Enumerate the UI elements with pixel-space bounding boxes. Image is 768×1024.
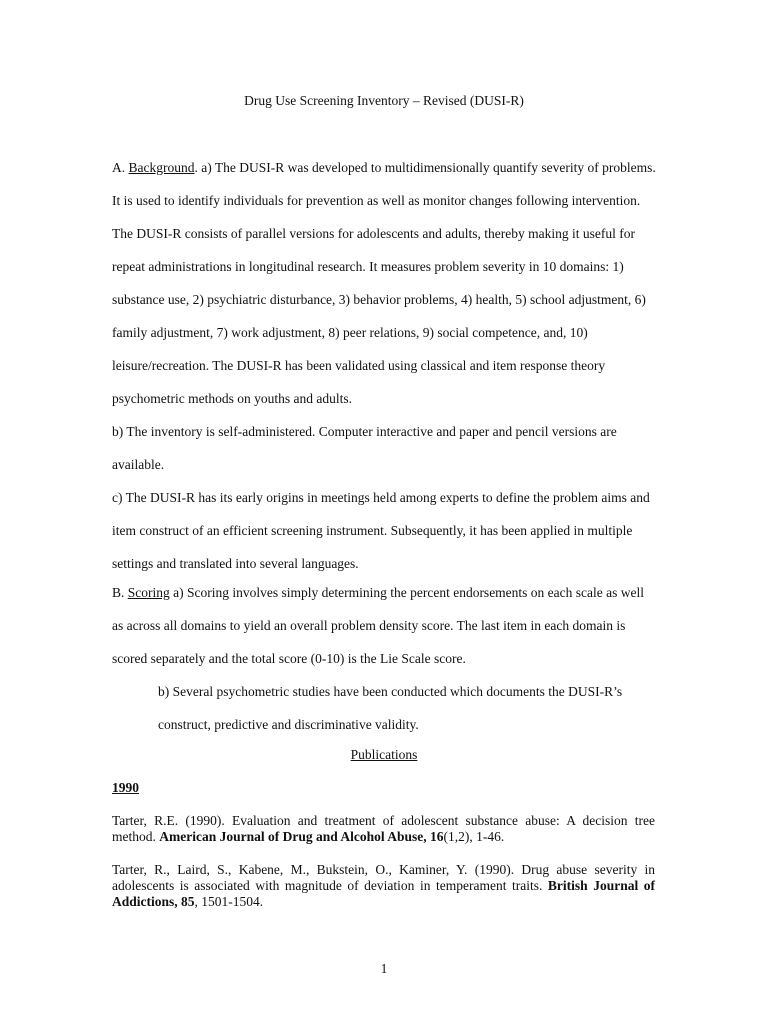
reference-journal: British Journal of Addictions	[112, 878, 655, 909]
section-a-prefix: A.	[112, 160, 129, 175]
reference-volume: , 16	[423, 829, 444, 844]
publications-heading: Publications	[350, 747, 418, 762]
section-a-paragraph-c: c) The DUSI-R has its early origins in meetings held among experts to define the problem aims and item construct of an efficient screening instrument. Subsequently, it has been applied in multiple settings and translated into several languages.	[112, 490, 650, 571]
reference-journal: American Journal of Drug and Alcohol Abuse	[159, 829, 424, 844]
reference-volume: , 85	[174, 894, 195, 909]
year-heading: 1990	[112, 780, 139, 795]
reference-item: Tarter, R.E. (1990). Evaluation and treatment of adolescent substance abuse: A decision tree method. American Journal of Drug and Alcohol Abuse, 16(1,2), 1-46.	[112, 813, 655, 844]
section-a-text-a: . a) The DUSI-R was developed to multidimensionally quantify severity of problems. It is used to identify individuals for prevention as well as monitor changes following intervention. The DUSI-R consists of parallel versions for adolescents and adults, thereby making it useful for repeat administrations in longitudinal research. It measures problem severity in 10 domains: 1) substance use, 2) psychiatric disturbance, 3) behavior problems, 4) health, 5) school adjustment, 6) family adjustment, 7) work adjustment, 8) peer relations, 9) social competence, and, 10) leisure/recreation. The DUSI-R has been validated using classical and item response theory psychometric methods on youths and adults.	[112, 160, 656, 406]
reference-item: Tarter, R., Laird, S., Kabene, M., Bukstein, O., Kaminer, Y. (1990). Drug abuse severity in adolescents is associated with magnitude of deviation in temperament traits. British Journal of Addictions, 85, 1501-1504.	[112, 862, 655, 909]
section-a-heading: Background	[128, 160, 195, 175]
section-a-paragraph-a	[112, 151, 657, 415]
section-b-paragraph-b: b) Several psychometric studies have been conducted which documents the DUSI-R’s construct, predictive and discriminative validity.	[158, 684, 623, 732]
document-title: Drug Use Screening Inventory – Revised (DUSI-R)	[244, 93, 524, 108]
page-number: 1	[380, 961, 388, 976]
section-b	[112, 576, 657, 741]
section-b-text-a: a) Scoring involves simply determining the percent endorsements on each scale as well as across all domains to yield an overall problem density score. The last item in each domain is scored separately and the total score (0-10) is the Lie Scale score.	[112, 585, 644, 666]
section-b-paragraph-a	[112, 576, 657, 675]
section-b-heading: Scoring	[127, 585, 170, 600]
section-b-prefix: B.	[112, 585, 128, 600]
section-a-paragraph-b: b) The inventory is self-administered. Computer interactive and paper and pencil versions are available.	[112, 424, 617, 472]
section-a	[112, 151, 657, 580]
